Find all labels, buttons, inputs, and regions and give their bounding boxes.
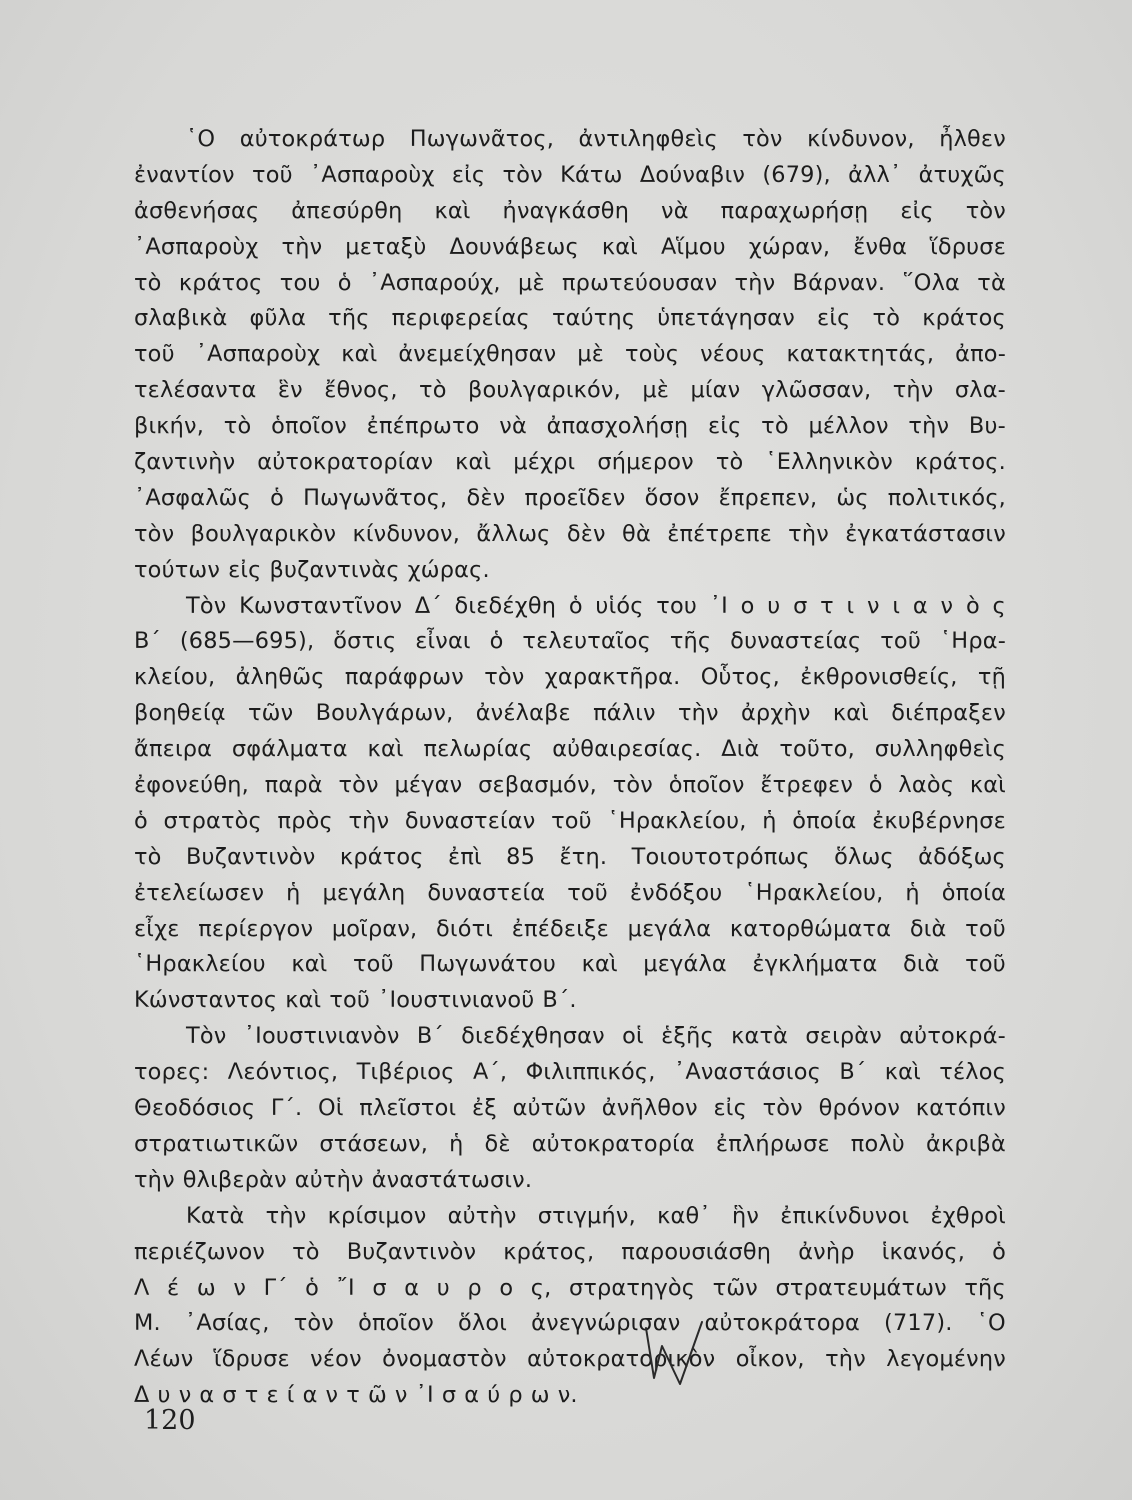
paragraph bbox=[134, 589, 1006, 1020]
text-line: τελέσαντα ἓν ἔθνος, τὸ βουλγαρικόν, μὲ μίαν γλῶσσαν, τὴν σλα- bbox=[134, 377, 1006, 404]
text-line: στρατιωτικῶν στάσεων, ἡ δὲ αὐτοκρατορία ἐπλήρωσε πολὺ ἀκριβὰ bbox=[134, 1130, 1006, 1157]
text-line: ἐναντίον τοῦ ᾿Ασπαροὺχ εἰς τὸν Κάτω Δούναβιν (679), ἀλλ᾿ ἀτυχῶς bbox=[134, 161, 1006, 188]
text-line: σλαβικὰ φῦλα τῆς περιφερείας ταύτης ὑπετάγησαν εἰς τὸ κράτος bbox=[134, 305, 1006, 332]
text-line: τορες: Λεόντιος, Τιβέριος Α΄, Φιλιππικός, ᾿Αναστάσιος Β΄ καὶ τέλος bbox=[134, 1059, 1006, 1086]
text-line: τὸν βουλγαρικὸν κίνδυνον, ἄλλως δὲν θὰ ἐπέτρεπε τὴν ἐγκατάστασιν bbox=[134, 520, 1006, 547]
text-line: τούτων εἰς βυζαντινὰς χώρας. bbox=[134, 556, 490, 583]
text-line: τὸ Βυζαντινὸν κράτος ἐπὶ 85 ἔτη. Τοιουτοτρόπως ὅλως ἀδόξως bbox=[134, 843, 1006, 870]
text-line: Κατὰ τὴν κρίσιμον αὐτὴν στιγμήν, καθ᾿ ἣν ἐπικίνδυνοι ἐχθροὶ bbox=[186, 1202, 1006, 1229]
text-line: ἐφονεύθη, παρὰ τὸν μέγαν σεβασμόν, τὸν ὁποῖον ἔτρεφεν ὁ λαὸς καὶ bbox=[134, 772, 1006, 799]
text-line: ἐτελείωσεν ἡ μεγάλη δυναστεία τοῦ ἐνδόξου ῾Ηρακλείου, ἡ ὁποία bbox=[134, 879, 1006, 906]
page-number: 120 bbox=[144, 1405, 196, 1436]
text-line: βοηθείᾳ τῶν Βουλγάρων, ἀνέλαβε πάλιν τὴν ἀρχὴν καὶ διέπραξεν bbox=[134, 700, 1006, 727]
text-line: Β΄ (685—695), ὅστις εἶναι ὁ τελευταῖος τῆς δυναστείας τοῦ ῾Ηρα- bbox=[134, 628, 1006, 655]
text-line: ἄπειρα σφάλματα καὶ πελωρίας αὐθαιρεσίας. Διὰ τοῦτο, συλληφθεὶς bbox=[134, 736, 1006, 763]
handwritten-mark-icon bbox=[640, 1318, 720, 1398]
text-line: Δ υ ν α σ τ ε ί α ν τ ῶ ν ᾿Ι σ α ύ ρ ω ν. bbox=[134, 1382, 578, 1409]
text-line: ᾿Ασπαροὺχ τὴν μεταξὺ Δουνάβεως καὶ Αἵμου χώραν, ἔνθα ἵδρυσε bbox=[134, 233, 1006, 260]
paragraph bbox=[134, 1199, 1006, 1414]
text-line: Τὸν Κωνσταντῖνον Δ΄ διεδέχθη ὁ υἱός του ᾿Ι ο υ σ τ ι ν ι α ν ὸ ς bbox=[186, 592, 1006, 619]
text-line: βικήν, τὸ ὁποῖον ἐπέπρωτο νὰ ἀπασχολήσῃ εἰς τὸ μέλλον τὴν Βυ- bbox=[134, 413, 1006, 440]
paragraph bbox=[134, 122, 1006, 589]
text-line: ἀσθενήσας ἀπεσύρθη καὶ ἠναγκάσθη νὰ παραχωρήσῃ εἰς τὸν bbox=[134, 197, 1006, 224]
body-text bbox=[134, 122, 1006, 1414]
text-line: εἶχε περίεργον μοῖραν, διότι ἐπέδειξε μεγάλα κατορθώματα διὰ τοῦ bbox=[134, 915, 1006, 942]
text-line: τὴν θλιβερὰν αὐτὴν ἀναστάτωσιν. bbox=[134, 1166, 533, 1193]
text-line: Τὸν ᾿Ιουστινιανὸν Β΄ διεδέχθησαν οἱ ἑξῆς κατὰ σειρὰν αὐτοκρά- bbox=[186, 1023, 1006, 1050]
text-line: Λέων ἵδρυσε νέον ὀνομαστὸν αὐτοκρατορικὸν οἶκον, τὴν λεγομένην bbox=[134, 1346, 1006, 1373]
text-line: ῾Ο αὐτοκράτωρ Πωγωνᾶτος, ἀντιληφθεὶς τὸν κίνδυνον, ἦλθεν bbox=[186, 126, 1006, 152]
text-line: τὸ κράτος του ὁ ᾿Ασπαρούχ, μὲ πρωτεύουσαν τὴν Βάρναν. ῞Ολα τὰ bbox=[134, 269, 1006, 296]
paragraph bbox=[134, 1019, 1006, 1198]
text-line: ζαντινὴν αὐτοκρατορίαν καὶ μέχρι σήμερον τὸ ῾Ελληνικὸν κράτος. bbox=[134, 449, 1006, 476]
text-line: ῾Ηρακλείου καὶ τοῦ Πωγωνάτου καὶ μεγάλα ἐγκλήματα διὰ τοῦ bbox=[134, 951, 1006, 978]
text-line: ὁ στρατὸς πρὸς τὴν δυναστείαν τοῦ ῾Ηρακλείου, ἡ ὁποία ἐκυβέρνησε bbox=[134, 807, 1006, 834]
text-line: τοῦ ᾿Ασπαροὺχ καὶ ἀνεμείχθησαν μὲ τοὺς νέους κατακτητάς, ἀπο- bbox=[134, 341, 1006, 368]
text-line: Λ έ ω ν Γ΄ ὁ ῎Ι σ α υ ρ ο ς, στρατηγὸς τῶν στρατευμάτων τῆς bbox=[134, 1274, 1006, 1301]
text-line: Μ. ᾿Ασίας, τὸν ὁποῖον ὅλοι ἀνεγνώρισαν αὐτοκράτορα (717). ῾Ο bbox=[134, 1310, 1006, 1337]
text-line: περιέζωνον τὸ Βυζαντινὸν κράτος, παρουσιάσθη ἀνὴρ ἱκανός, ὁ bbox=[134, 1238, 1006, 1265]
text-line: Κώνσταντος καὶ τοῦ ᾿Ιουστινιανοῦ Β΄. bbox=[134, 987, 577, 1014]
text-line: Θεοδόσιος Γ΄. Οἱ πλεῖστοι ἐξ αὐτῶν ἀνῆλθον εἰς τὸν θρόνον κατόπιν bbox=[134, 1095, 1006, 1122]
text-line: κλείου, ἀληθῶς παράφρων τὸν χαρακτῆρα. Οὗτος, ἐκθρονισθείς, τῇ bbox=[134, 664, 1006, 691]
text-line: ᾿Ασφαλῶς ὁ Πωγωνᾶτος, δὲν προεῖδεν ὅσον ἔπρεπεν, ὡς πολιτικός, bbox=[134, 484, 1006, 511]
